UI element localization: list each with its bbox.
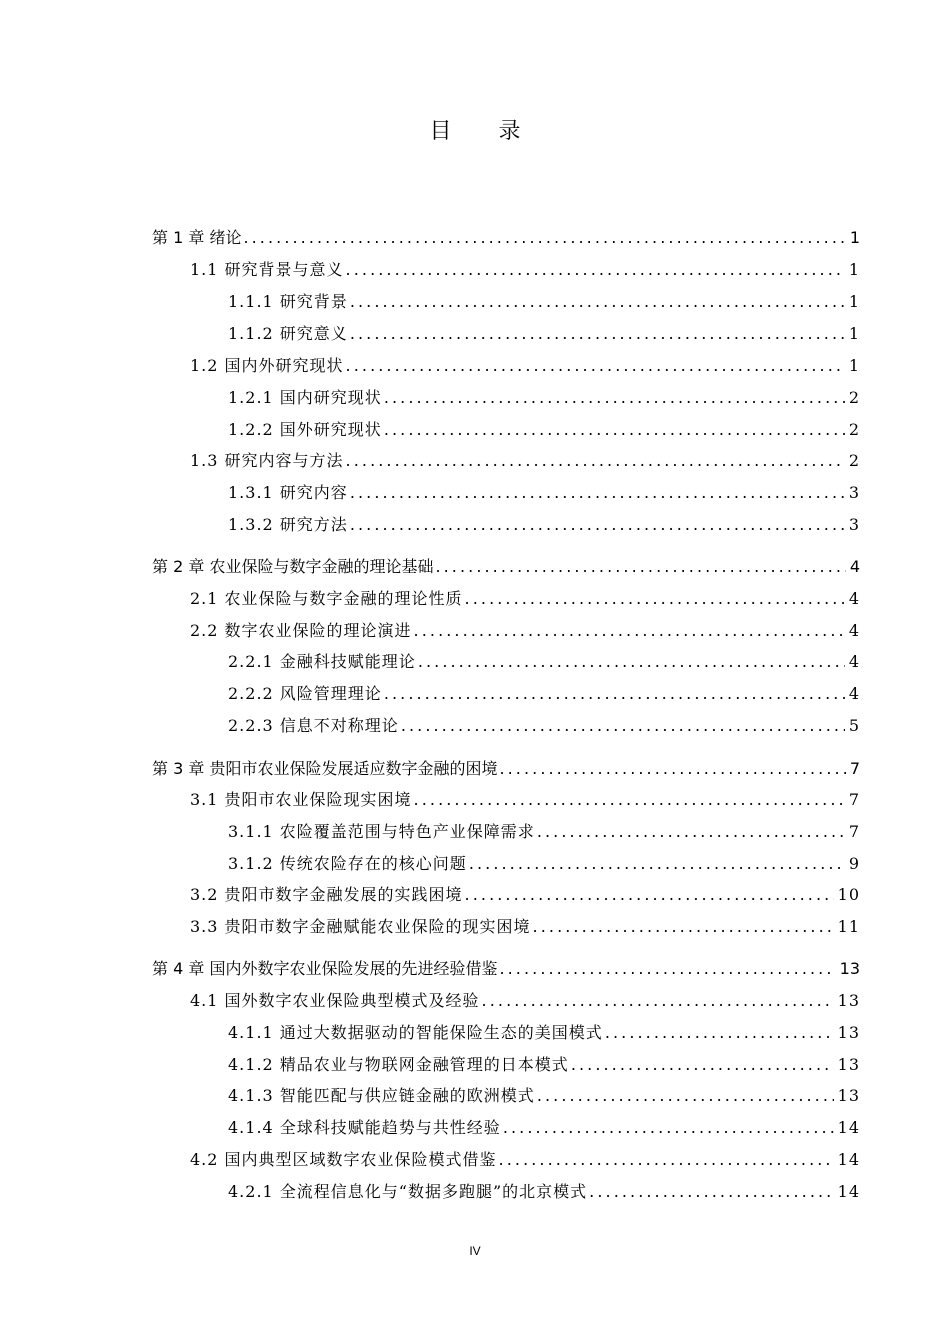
dot-leader (350, 289, 845, 315)
toc-entry-label: 第 1 章 绪论 (152, 228, 242, 247)
toc-entry-page: 4 (849, 557, 860, 576)
dot-leader (243, 225, 845, 251)
toc-entry-page: 13 (837, 1086, 860, 1105)
dot-leader (469, 851, 845, 877)
toc-entry-label: 2.1 农业保险与数字金融的理论性质 (190, 589, 463, 608)
toc-entry-label: 1.3.1 研究内容 (228, 483, 348, 502)
toc-entry[interactable] (190, 448, 860, 474)
toc-entry-page: 13 (837, 1055, 860, 1074)
toc-entry[interactable] (228, 1179, 860, 1205)
dot-leader (414, 787, 845, 813)
dot-leader (350, 321, 845, 347)
dot-leader (499, 1147, 834, 1173)
dot-leader (465, 586, 845, 612)
toc-entry-label: 1.2.2 国外研究现状 (228, 420, 382, 439)
toc-entry[interactable] (228, 1083, 860, 1109)
toc-entry[interactable] (152, 225, 860, 251)
toc-entry-page: 14 (837, 1182, 860, 1201)
toc-entry-page: 1 (849, 228, 860, 247)
toc-entry-page: 4 (848, 652, 860, 671)
dot-leader (346, 257, 845, 283)
toc-entry-page: 1 (848, 356, 860, 375)
toc-entry-label: 4.2.1 全流程信息化与“数据多跑腿”的北京模式 (228, 1182, 588, 1201)
dot-leader (571, 1052, 834, 1078)
toc-entry-label: 4.2 国内典型区域数字农业保险模式借鉴 (190, 1150, 497, 1169)
dot-leader (414, 618, 845, 644)
toc-entry-label: 2.2.2 风险管理理论 (228, 684, 382, 703)
toc-entry-page: 7 (849, 759, 860, 778)
toc-entry-label: 1.3 研究内容与方法 (190, 451, 344, 470)
dot-leader (499, 956, 835, 982)
page-number: IV (469, 1244, 481, 1258)
toc-entry[interactable] (228, 681, 860, 707)
toc-entry[interactable] (190, 586, 860, 612)
dot-leader (418, 649, 845, 675)
toc-entry[interactable] (190, 257, 860, 283)
toc-title: 目 录 (429, 119, 541, 144)
dot-leader (482, 988, 834, 1014)
dot-leader (589, 1179, 833, 1205)
toc-entry[interactable] (190, 882, 860, 908)
toc-entry-label: 4.1.1 通过大数据驱动的智能保险生态的美国模式 (228, 1023, 603, 1042)
dot-leader (435, 554, 845, 580)
toc-entry[interactable] (228, 649, 860, 675)
dot-leader (499, 756, 845, 782)
toc-entry-label: 3.1 贵阳市农业保险现实困境 (190, 790, 412, 809)
toc-entry-page: 4 (848, 621, 860, 640)
dot-leader (350, 512, 845, 538)
toc-entry-page: 3 (848, 515, 860, 534)
toc-entry-page: 4 (848, 589, 860, 608)
toc-entry-label: 2.2.3 信息不对称理论 (228, 716, 399, 735)
toc-entry-page: 2 (848, 420, 860, 439)
dot-leader (346, 448, 845, 474)
toc-entry[interactable] (228, 851, 860, 877)
toc-entry-page: 10 (837, 885, 860, 904)
toc-entry[interactable] (228, 417, 860, 443)
toc-entry-page: 1 (848, 260, 860, 279)
toc-entry-label: 4.1.4 全球科技赋能趋势与共性经验 (228, 1118, 501, 1137)
toc-entry-label: 第 4 章 国内外数字农业保险发展的先进经验借鉴 (152, 959, 498, 978)
toc-entry-page: 13 (837, 1023, 860, 1042)
toc-entry-label: 1.1 研究背景与意义 (190, 260, 344, 279)
dot-leader (401, 713, 845, 739)
toc-entry[interactable] (228, 1115, 860, 1141)
toc-entry-page: 7 (848, 822, 860, 841)
toc-entry-page: 13 (839, 959, 860, 978)
toc-entry-page: 14 (837, 1118, 860, 1137)
toc-entry-label: 1.3.2 研究方法 (228, 515, 348, 534)
toc-entry-label: 4.1.3 智能匹配与供应链金融的欧洲模式 (228, 1086, 535, 1105)
dot-leader (350, 480, 845, 506)
toc-entry[interactable] (228, 321, 860, 347)
toc-entry-page: 11 (837, 917, 860, 936)
toc-entry-label: 4.1 国外数字农业保险典型模式及经验 (190, 991, 480, 1010)
toc-entry-page: 2 (848, 451, 860, 470)
dot-leader (533, 914, 834, 940)
toc-entry-label: 2.2.1 金融科技赋能理论 (228, 652, 416, 671)
toc-entry-page: 1 (848, 324, 860, 343)
toc-entry-page: 3 (848, 483, 860, 502)
toc-entry[interactable] (152, 956, 860, 982)
toc-entry[interactable] (228, 289, 860, 315)
dot-leader (537, 819, 845, 845)
dot-leader (384, 417, 845, 443)
toc-entry[interactable] (190, 988, 860, 1014)
toc-entry-page: 4 (848, 684, 860, 703)
toc-entry-page: 2 (848, 388, 860, 407)
toc-entry-label: 1.1.1 研究背景 (228, 292, 348, 311)
toc-entry[interactable] (190, 353, 860, 379)
toc-entry-label: 1.2 国内外研究现状 (190, 356, 344, 375)
toc-entry-label: 第 2 章 农业保险与数字金融的理论基础 (152, 557, 434, 576)
toc-entry-label: 3.2 贵阳市数字金融发展的实践困境 (190, 885, 463, 904)
toc-entry-page: 13 (837, 991, 860, 1010)
toc-entry[interactable] (152, 756, 860, 782)
toc-entry-label: 第 3 章 贵阳市农业保险发展适应数字金融的困境 (152, 759, 498, 778)
toc-entry-page: 14 (837, 1150, 860, 1169)
toc-entry[interactable] (228, 480, 860, 506)
toc-entry-page: 7 (848, 790, 860, 809)
dot-leader (537, 1083, 834, 1109)
dot-leader (346, 353, 845, 379)
dot-leader (384, 385, 845, 411)
dot-leader (503, 1115, 834, 1141)
toc-entry-label: 1.2.1 国内研究现状 (228, 388, 382, 407)
toc-entry[interactable] (228, 1052, 860, 1078)
toc-entry-label: 3.1.1 农险覆盖范围与特色产业保障需求 (228, 822, 535, 841)
dot-leader (465, 882, 834, 908)
toc-entry[interactable] (228, 713, 860, 739)
toc-entry[interactable] (190, 787, 860, 813)
toc-entry-label: 3.1.2 传统农险存在的核心问题 (228, 854, 467, 873)
toc-entry[interactable] (228, 385, 860, 411)
toc-entry[interactable] (190, 1147, 860, 1173)
toc-entry[interactable] (228, 512, 860, 538)
dot-leader (384, 681, 845, 707)
toc-entry-label: 2.2 数字农业保险的理论演进 (190, 621, 412, 640)
toc-entry-label: 3.3 贵阳市数字金融赋能农业保险的现实困境 (190, 917, 531, 936)
dot-leader (605, 1020, 834, 1046)
toc-entry[interactable] (190, 914, 860, 940)
toc-entry[interactable] (228, 1020, 860, 1046)
toc-entry-label: 1.1.2 研究意义 (228, 324, 348, 343)
toc-entry[interactable] (190, 618, 860, 644)
toc-entry-label: 4.1.2 精品农业与物联网金融管理的日本模式 (228, 1055, 569, 1074)
toc-entry[interactable] (152, 554, 860, 580)
toc-entry-page: 9 (848, 854, 860, 873)
toc-entry[interactable] (228, 819, 860, 845)
toc-entry-page: 5 (848, 716, 860, 735)
toc-entry-page: 1 (848, 292, 860, 311)
